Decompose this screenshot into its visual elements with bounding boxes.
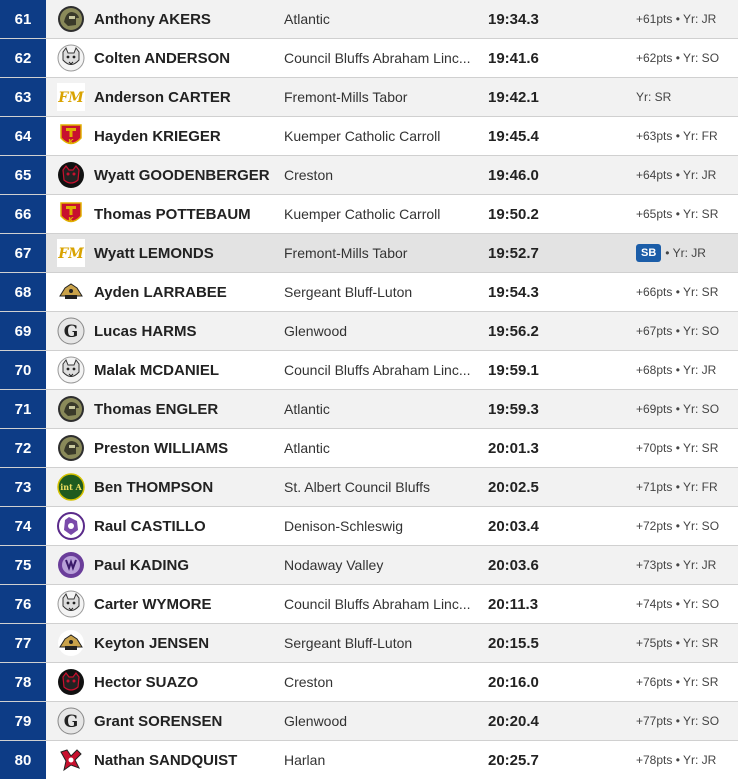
glenwood-logo xyxy=(57,317,85,345)
result-row[interactable] xyxy=(0,624,738,663)
points-year-text: +70pts • Yr: SR xyxy=(636,441,719,455)
finish-time: 19:50.2 xyxy=(488,205,539,223)
athlete-name[interactable]: Carter WYMORE xyxy=(94,595,212,613)
place-number: 67 xyxy=(0,234,46,272)
finish-time: 19:46.0 xyxy=(488,166,539,184)
result-row[interactable] xyxy=(0,507,738,546)
school-name[interactable]: Atlantic xyxy=(284,11,330,27)
warrior-logo xyxy=(57,629,85,657)
result-row[interactable] xyxy=(0,312,738,351)
finish-time: 20:03.4 xyxy=(488,517,539,535)
lynx-logo xyxy=(57,44,85,72)
points-year xyxy=(636,129,718,143)
school-name[interactable]: Glenwood xyxy=(284,323,348,339)
place-number: 66 xyxy=(0,195,46,233)
school-name[interactable]: Creston xyxy=(284,674,334,690)
points-year-text: +63pts • Yr: FR xyxy=(636,129,718,143)
result-row[interactable] xyxy=(0,195,738,234)
finish-time: 20:11.3 xyxy=(488,595,539,613)
finish-time: 20:25.7 xyxy=(488,751,539,769)
denison-logo xyxy=(57,512,85,540)
nodaway-logo xyxy=(57,551,85,579)
athlete-name[interactable]: Keyton JENSEN xyxy=(94,634,210,652)
place-number: 80 xyxy=(0,741,46,779)
place-number: 71 xyxy=(0,390,46,428)
points-year-text: Yr: SR xyxy=(636,90,672,104)
points-year xyxy=(636,324,719,338)
fm-logo xyxy=(57,239,85,267)
athlete-name[interactable]: Ben THOMPSON xyxy=(94,478,214,496)
finish-time: 19:59.3 xyxy=(488,400,539,418)
school-name[interactable]: Denison-Schleswig xyxy=(284,518,404,534)
finish-time: 20:02.5 xyxy=(488,478,539,496)
points-year xyxy=(636,714,719,728)
svg-text:G: G xyxy=(63,712,79,732)
finish-time: 19:34.3 xyxy=(488,10,539,28)
creston-panther-logo xyxy=(57,161,85,189)
points-year xyxy=(636,51,719,65)
glenwood-logo xyxy=(57,707,85,735)
svg-text:FM: FM xyxy=(58,246,84,262)
result-row[interactable] xyxy=(0,468,738,507)
athlete-name[interactable]: Raul CASTILLO xyxy=(94,517,206,535)
place-number: 79 xyxy=(0,702,46,740)
points-year-text: +66pts • Yr: SR xyxy=(636,285,719,299)
creston-panther-logo xyxy=(57,668,85,696)
athlete-name[interactable]: Colten ANDERSON xyxy=(94,49,231,67)
athlete-name[interactable]: Thomas POTTEBAUM xyxy=(94,205,251,223)
result-row[interactable] xyxy=(0,390,738,429)
result-row[interactable] xyxy=(0,156,738,195)
points-year-text: +67pts • Yr: SO xyxy=(636,324,720,338)
season-best-badge: SB xyxy=(636,244,661,262)
points-year xyxy=(636,519,719,533)
finish-time: 20:16.0 xyxy=(488,673,539,691)
points-year-text: • Yr: JR xyxy=(665,246,706,260)
points-year-text: +65pts • Yr: SR xyxy=(636,207,719,221)
place-number: 64 xyxy=(0,117,46,155)
school-name[interactable]: Fremont-Mills Tabor xyxy=(284,245,408,261)
school-name[interactable]: Sergeant Bluff-Luton xyxy=(284,635,413,651)
finish-time: 19:54.3 xyxy=(488,283,539,301)
points-year-text: +61pts • Yr: JR xyxy=(636,12,717,26)
points-year-text: +76pts • Yr: SR xyxy=(636,675,719,689)
athlete-name[interactable]: Anthony AKERS xyxy=(94,10,211,28)
school-name[interactable]: Kuemper Catholic Carroll xyxy=(284,128,441,144)
points-year-text: +72pts • Yr: SO xyxy=(636,519,720,533)
athlete-name[interactable]: Lucas HARMS xyxy=(94,322,197,340)
athlete-name[interactable]: Paul KADING xyxy=(94,556,190,574)
svg-text:K: K xyxy=(68,138,74,146)
finish-time: 19:56.2 xyxy=(488,322,539,340)
kuemper-logo xyxy=(57,122,85,150)
athlete-name[interactable]: Anderson CARTER xyxy=(94,88,231,106)
points-year xyxy=(636,244,706,262)
svg-text:FM: FM xyxy=(58,90,84,106)
result-row[interactable] xyxy=(0,78,738,117)
svg-text:G: G xyxy=(63,322,79,342)
school-name[interactable]: Glenwood xyxy=(284,713,348,729)
finish-time: 19:45.4 xyxy=(488,127,539,145)
result-row[interactable] xyxy=(0,546,738,585)
school-name[interactable]: Council Bluffs Abraham Linc... xyxy=(284,596,471,612)
svg-text:K: K xyxy=(68,216,74,224)
school-name[interactable]: Nodaway Valley xyxy=(284,557,384,573)
atlantic-trojan-logo xyxy=(57,5,85,33)
athlete-name[interactable]: Wyatt GOODENBERGER xyxy=(94,166,270,184)
points-year-text: +74pts • Yr: SO xyxy=(636,597,720,611)
school-name[interactable]: Kuemper Catholic Carroll xyxy=(284,206,441,222)
result-row[interactable] xyxy=(0,429,738,468)
st-albert-logo xyxy=(57,473,85,501)
place-number: 72 xyxy=(0,429,46,467)
finish-time: 19:52.7 xyxy=(488,244,539,262)
result-row[interactable] xyxy=(0,663,738,702)
atlantic-trojan-logo xyxy=(57,395,85,423)
points-year xyxy=(636,168,716,182)
points-year xyxy=(636,90,671,104)
warrior-logo xyxy=(57,278,85,306)
points-year-text: +64pts • Yr: JR xyxy=(636,168,717,182)
finish-time: 19:42.1 xyxy=(488,88,539,106)
athlete-name[interactable]: Hector SUAZO xyxy=(94,673,199,691)
finish-time: 20:20.4 xyxy=(488,712,539,730)
school-name[interactable]: Council Bluffs Abraham Linc... xyxy=(284,50,471,66)
school-name[interactable]: St. Albert Council Bluffs xyxy=(284,479,431,495)
points-year-text: +68pts • Yr: JR xyxy=(636,363,717,377)
lynx-logo xyxy=(57,356,85,384)
result-row[interactable] xyxy=(0,39,738,78)
points-year-text: +69pts • Yr: SO xyxy=(636,402,720,416)
points-year xyxy=(636,207,718,221)
athlete-name[interactable]: Hayden KRIEGER xyxy=(94,127,221,145)
points-year xyxy=(636,402,719,416)
points-year xyxy=(636,636,718,650)
finish-time: 20:15.5 xyxy=(488,634,539,652)
place-number: 74 xyxy=(0,507,46,545)
points-year xyxy=(636,675,718,689)
finish-time: 20:01.3 xyxy=(488,439,539,457)
result-row[interactable] xyxy=(0,0,738,39)
place-number: 61 xyxy=(0,0,46,38)
place-number: 69 xyxy=(0,312,46,350)
finish-time: 19:41.6 xyxy=(488,49,539,67)
school-name[interactable]: Harlan xyxy=(284,752,326,768)
lynx-logo xyxy=(57,590,85,618)
points-year-text: +62pts • Yr: SO xyxy=(636,51,720,65)
points-year-text: +78pts • Yr: JR xyxy=(636,753,717,767)
kuemper-logo xyxy=(57,200,85,228)
svg-text:int A: int A xyxy=(60,482,82,492)
athlete-name[interactable]: Grant SORENSEN xyxy=(94,712,223,730)
points-year xyxy=(636,753,716,767)
athlete-name[interactable]: Ayden LARRABEE xyxy=(94,283,227,301)
place-number: 68 xyxy=(0,273,46,311)
school-name[interactable]: Atlantic xyxy=(284,401,330,417)
points-year xyxy=(636,480,718,494)
athlete-name[interactable]: Malak MCDANIEL xyxy=(94,361,220,379)
school-name[interactable]: Fremont-Mills Tabor xyxy=(284,89,408,105)
athlete-name[interactable]: Wyatt LEMONDS xyxy=(94,244,214,262)
place-number: 62 xyxy=(0,39,46,77)
points-year-text: +73pts • Yr: JR xyxy=(636,558,717,572)
place-number: 78 xyxy=(0,663,46,701)
athlete-name[interactable]: Preston WILLIAMS xyxy=(94,439,229,457)
atlantic-trojan-logo xyxy=(57,434,85,462)
points-year xyxy=(636,441,718,455)
points-year-text: +75pts • Yr: SR xyxy=(636,636,719,650)
points-year xyxy=(636,363,716,377)
finish-time: 20:03.6 xyxy=(488,556,539,574)
place-number: 63 xyxy=(0,78,46,116)
points-year xyxy=(636,285,718,299)
harlan-logo xyxy=(57,746,85,774)
place-number: 65 xyxy=(0,156,46,194)
points-year xyxy=(636,12,716,26)
points-year-text: +71pts • Yr: FR xyxy=(636,480,718,494)
result-row[interactable] xyxy=(0,351,738,390)
school-name[interactable]: Creston xyxy=(284,167,334,183)
points-year-text: +77pts • Yr: SO xyxy=(636,714,720,728)
points-year xyxy=(636,558,716,572)
school-name[interactable]: Atlantic xyxy=(284,440,330,456)
athlete-name[interactable]: Nathan SANDQUIST xyxy=(94,751,238,769)
result-row[interactable] xyxy=(0,117,738,156)
result-row[interactable] xyxy=(0,273,738,312)
result-row[interactable] xyxy=(0,702,738,741)
school-name[interactable]: Sergeant Bluff-Luton xyxy=(284,284,413,300)
school-name[interactable]: Council Bluffs Abraham Linc... xyxy=(284,362,471,378)
result-row[interactable] xyxy=(0,234,738,273)
points-year xyxy=(636,597,719,611)
fm-logo xyxy=(57,83,85,111)
place-number: 77 xyxy=(0,624,46,662)
place-number: 73 xyxy=(0,468,46,506)
finish-time: 19:59.1 xyxy=(488,361,539,379)
result-row[interactable] xyxy=(0,585,738,624)
place-number: 75 xyxy=(0,546,46,584)
athlete-name[interactable]: Thomas ENGLER xyxy=(94,400,219,418)
place-number: 76 xyxy=(0,585,46,623)
result-row[interactable] xyxy=(0,741,738,779)
place-number: 70 xyxy=(0,351,46,389)
